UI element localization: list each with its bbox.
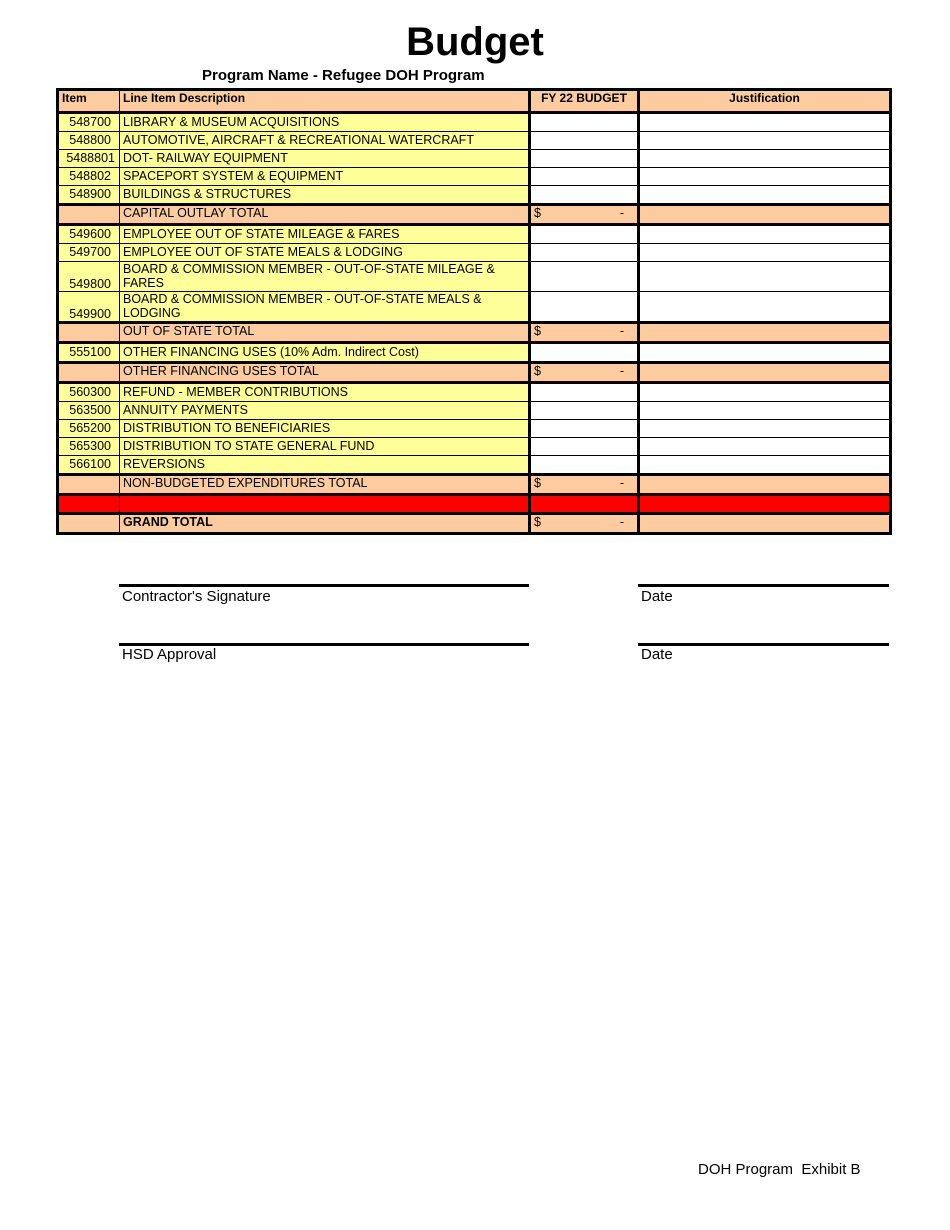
currency-symbol: $	[534, 206, 541, 220]
budget-cell[interactable]	[530, 420, 639, 438]
justification-cell[interactable]	[639, 262, 891, 292]
item-description: ANNUITY PAYMENTS	[120, 402, 530, 420]
currency-symbol: $	[534, 324, 541, 338]
total-value: -	[619, 364, 624, 378]
total-label: OTHER FINANCING USES TOTAL	[120, 363, 530, 383]
table-row	[58, 456, 891, 475]
table-row	[58, 383, 891, 402]
budget-cell[interactable]	[530, 244, 639, 262]
item-description: REFUND - MEMBER CONTRIBUTIONS	[120, 383, 530, 402]
item-code: 565200	[58, 420, 120, 438]
item-code: 548700	[58, 113, 120, 132]
budget-cell[interactable]	[530, 225, 639, 244]
total-value: -	[619, 324, 624, 338]
item-description: BOARD & COMMISSION MEMBER - OUT-OF-STATE MILEAGE & FARES	[120, 262, 530, 292]
item-code: 566100	[58, 456, 120, 475]
justification-cell[interactable]	[639, 168, 891, 186]
page-title: Budget	[406, 20, 544, 64]
justification-cell[interactable]	[639, 244, 891, 262]
budget-table	[56, 88, 892, 535]
item-description: DISTRIBUTION TO BENEFICIARIES	[120, 420, 530, 438]
item-code: 565300	[58, 438, 120, 456]
budget-cell[interactable]	[530, 168, 639, 186]
item-description: LIBRARY & MUSEUM ACQUISITIONS	[120, 113, 530, 132]
item-code: 549600	[58, 225, 120, 244]
table-row	[58, 150, 891, 168]
table-row	[58, 262, 891, 292]
column-header-justification: Justification	[639, 90, 891, 113]
budget-cell[interactable]	[530, 113, 639, 132]
footer-exhibit-label: DOH Program Exhibit B	[698, 1161, 861, 1178]
grand-total-row	[58, 514, 891, 534]
justification-cell[interactable]	[639, 438, 891, 456]
budget-cell[interactable]	[530, 132, 639, 150]
item-code: 560300	[58, 383, 120, 402]
justification-cell[interactable]	[639, 113, 891, 132]
item-description: AUTOMOTIVE, AIRCRAFT & RECREATIONAL WATERCRAFT	[120, 132, 530, 150]
capital-outlay-total-row	[58, 205, 891, 225]
table-row	[58, 168, 891, 186]
column-header-description: Line Item Description	[120, 90, 530, 113]
item-code: 548802	[58, 168, 120, 186]
table-row	[58, 186, 891, 205]
justification-cell[interactable]	[639, 420, 891, 438]
budget-cell[interactable]	[530, 343, 639, 363]
budget-cell[interactable]	[530, 456, 639, 475]
currency-symbol: $	[534, 364, 541, 378]
program-name: Program Name - Refugee DOH Program	[202, 67, 485, 84]
date-line-1[interactable]	[638, 584, 889, 587]
non-budgeted-total-row	[58, 475, 891, 495]
item-description: DISTRIBUTION TO STATE GENERAL FUND	[120, 438, 530, 456]
hsd-approval-label: HSD Approval	[122, 646, 217, 663]
currency-symbol: $	[534, 476, 541, 490]
budget-cell[interactable]	[530, 383, 639, 402]
table-row	[58, 132, 891, 150]
justification-cell[interactable]	[639, 150, 891, 168]
table-row	[58, 343, 891, 363]
item-code: 549800	[58, 262, 120, 292]
table-row	[58, 292, 891, 323]
budget-cell[interactable]	[530, 438, 639, 456]
table-row	[58, 244, 891, 262]
item-description: BUILDINGS & STRUCTURES	[120, 186, 530, 205]
table-row	[58, 402, 891, 420]
table-row	[58, 420, 891, 438]
justification-cell[interactable]	[639, 225, 891, 244]
budget-cell[interactable]	[530, 262, 639, 292]
contractor-signature-label: Contractor's Signature	[122, 588, 271, 605]
contractor-signature-line[interactable]	[119, 584, 529, 587]
budget-cell[interactable]	[530, 402, 639, 420]
justification-cell[interactable]	[639, 292, 891, 323]
item-description: SPACEPORT SYSTEM & EQUIPMENT	[120, 168, 530, 186]
date-label-2: Date	[641, 646, 673, 663]
item-description: EMPLOYEE OUT OF STATE MILEAGE & FARES	[120, 225, 530, 244]
total-label: CAPITAL OUTLAY TOTAL	[120, 205, 530, 225]
total-label: OUT OF STATE TOTAL	[120, 323, 530, 343]
currency-symbol: $	[534, 515, 541, 529]
column-header-item: Item	[58, 90, 120, 113]
table-header-row	[58, 90, 891, 113]
table-row	[58, 225, 891, 244]
separator-row	[58, 495, 891, 514]
item-code: 548800	[58, 132, 120, 150]
item-description: DOT- RAILWAY EQUIPMENT	[120, 150, 530, 168]
budget-cell[interactable]	[530, 186, 639, 205]
item-description: EMPLOYEE OUT OF STATE MEALS & LODGING	[120, 244, 530, 262]
budget-cell[interactable]	[530, 292, 639, 323]
justification-cell[interactable]	[639, 383, 891, 402]
table-row	[58, 438, 891, 456]
total-value: -	[619, 476, 624, 490]
item-description: OTHER FINANCING USES (10% Adm. Indirect Cost)	[120, 343, 530, 363]
item-description: BOARD & COMMISSION MEMBER - OUT-OF-STATE MEALS & LODGING	[120, 292, 530, 323]
item-code: 555100	[58, 343, 120, 363]
justification-cell[interactable]	[639, 456, 891, 475]
budget-cell[interactable]	[530, 150, 639, 168]
grand-total-label: GRAND TOTAL	[120, 514, 530, 534]
item-description: REVERSIONS	[120, 456, 530, 475]
justification-cell[interactable]	[639, 402, 891, 420]
justification-cell[interactable]	[639, 186, 891, 205]
item-code: 548900	[58, 186, 120, 205]
justification-cell[interactable]	[639, 132, 891, 150]
table-row	[58, 113, 891, 132]
column-header-budget: FY 22 BUDGET	[530, 90, 639, 113]
out-of-state-total-row	[58, 323, 891, 343]
justification-cell[interactable]	[639, 343, 891, 363]
grand-total-value: -	[619, 515, 624, 529]
date-line-2[interactable]	[638, 643, 889, 646]
total-label: NON-BUDGETED EXPENDITURES TOTAL	[120, 475, 530, 495]
date-label-1: Date	[641, 588, 673, 605]
total-value: -	[619, 206, 624, 220]
item-code: 5488801	[58, 150, 120, 168]
item-code: 563500	[58, 402, 120, 420]
other-financing-total-row	[58, 363, 891, 383]
item-code: 549700	[58, 244, 120, 262]
item-code: 549900	[58, 292, 120, 323]
